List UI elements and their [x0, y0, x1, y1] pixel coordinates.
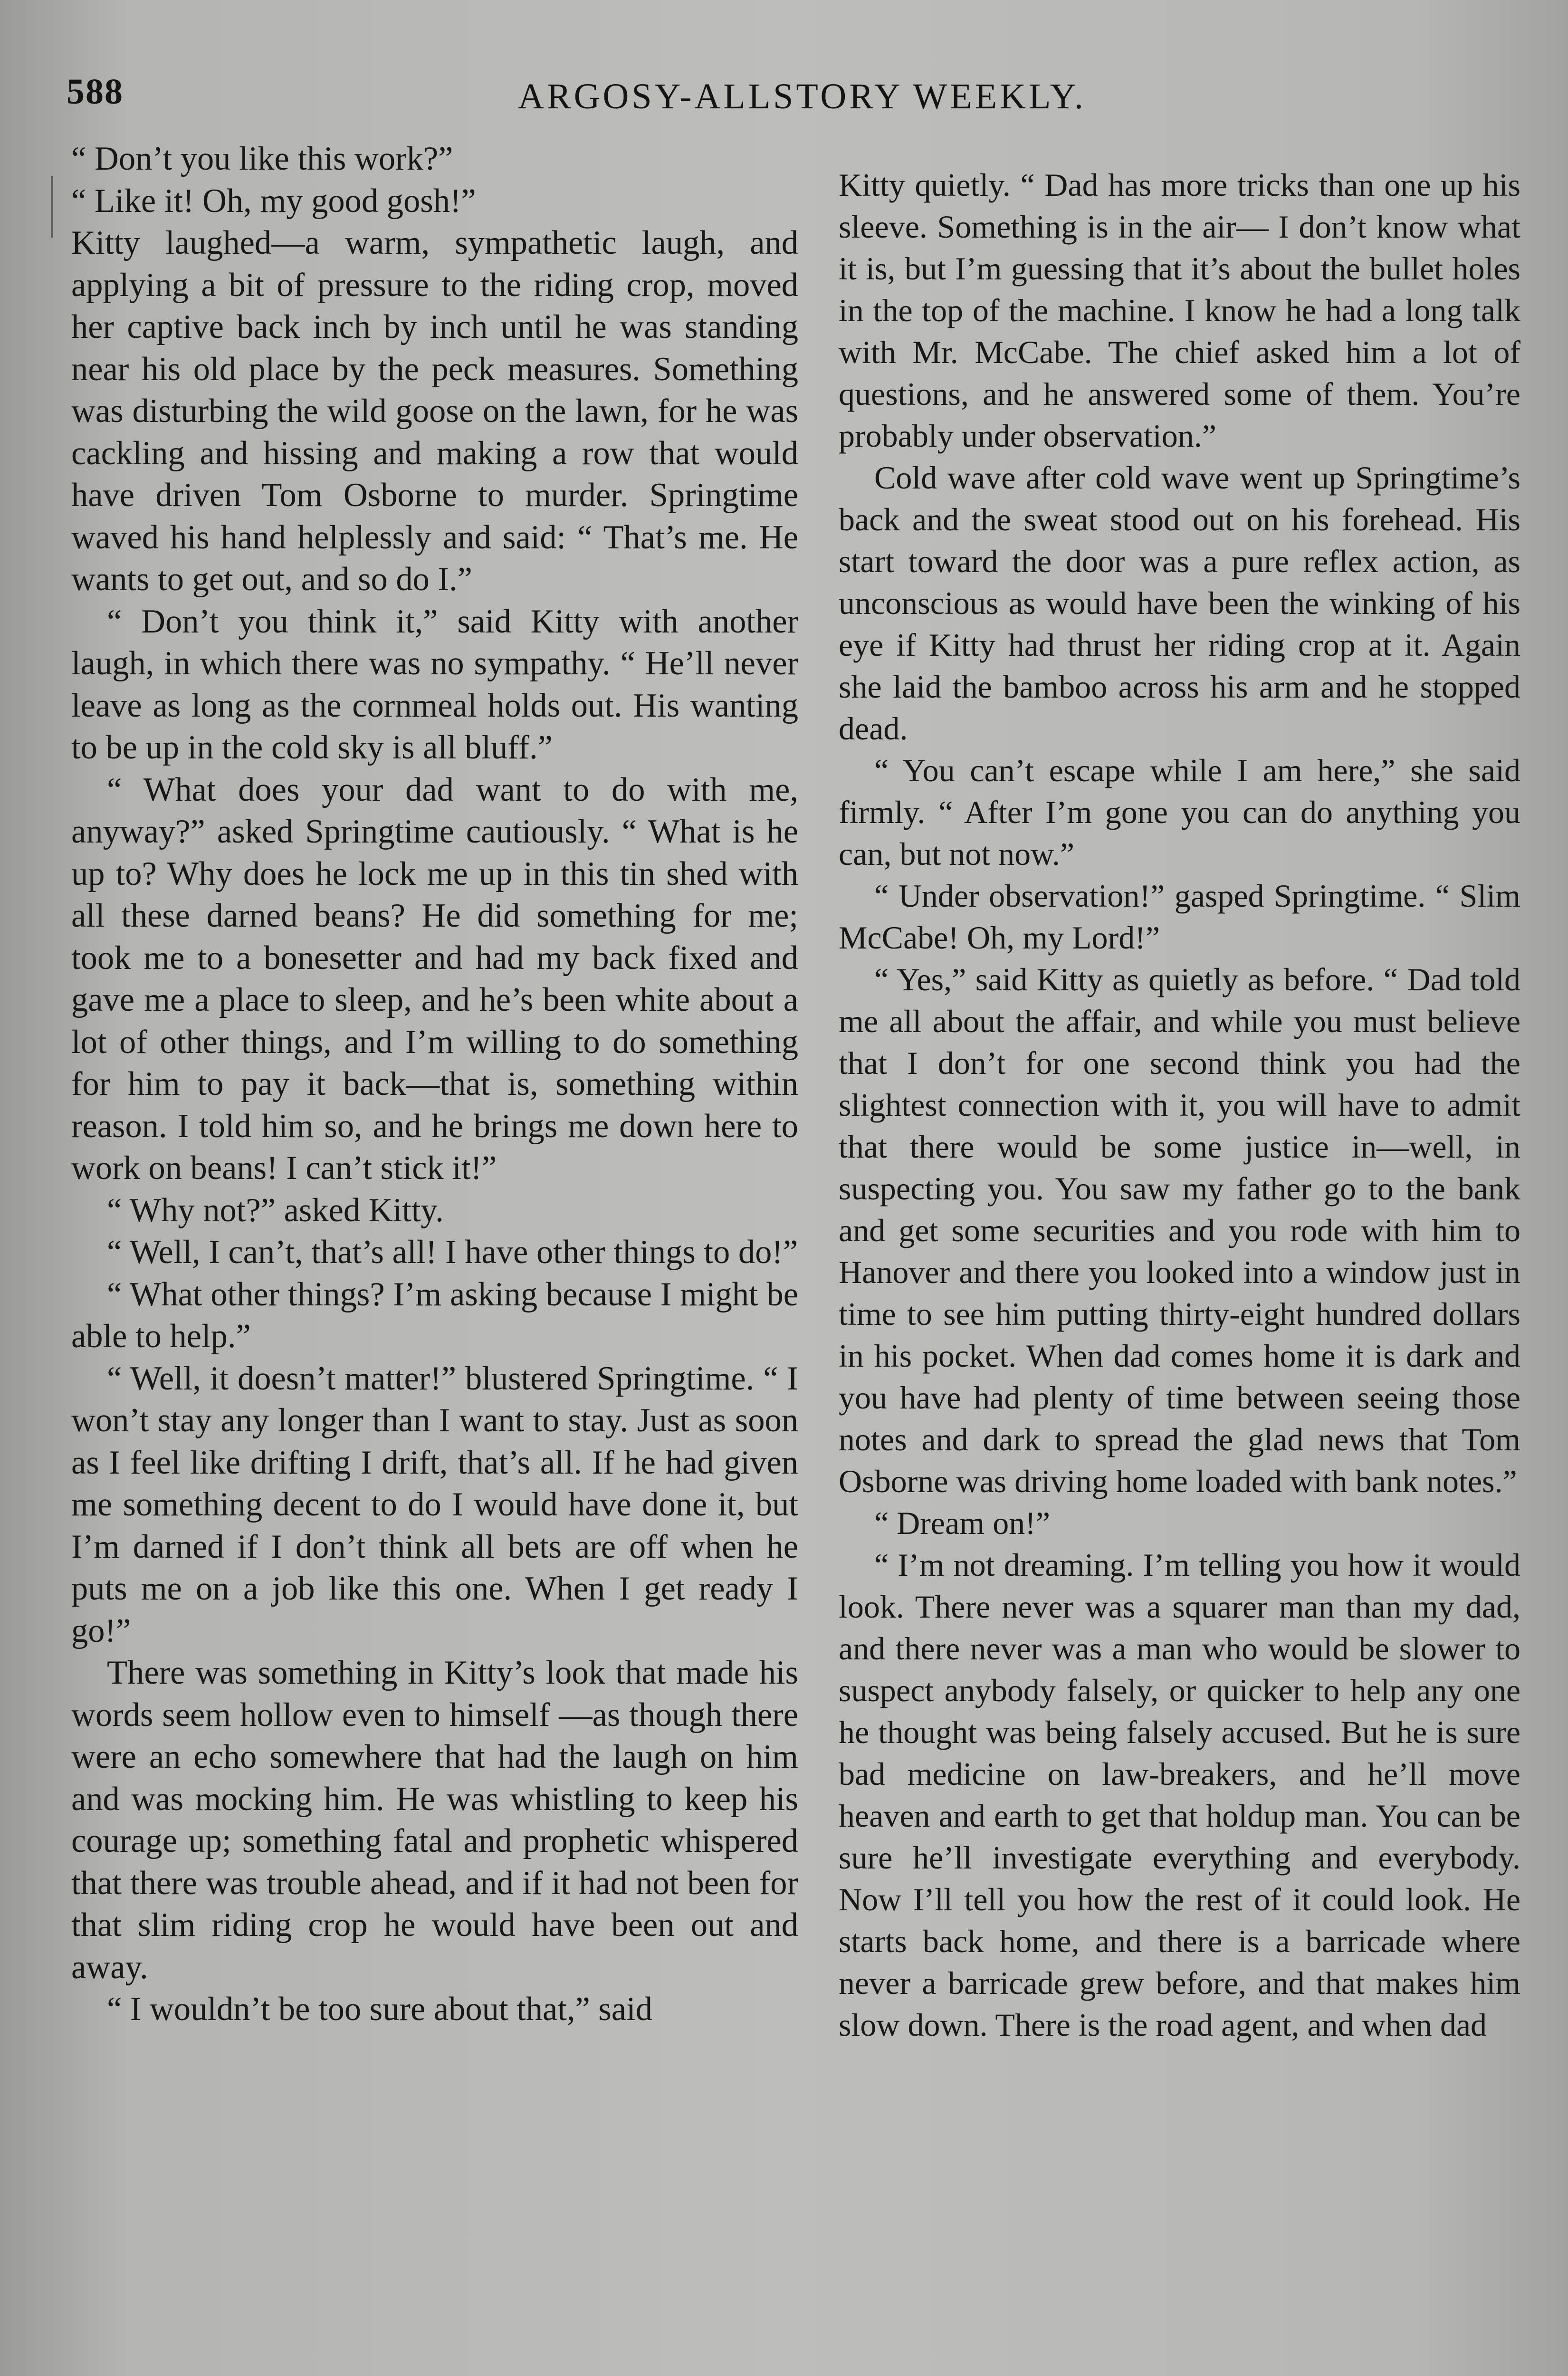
- left-column: [71, 138, 798, 2031]
- paragraph: “ Don’t you think it,” said Kitty with another laugh, in which there was no sympathy. “ He’ll never leave as long as the cornmeal holds out. His wanting to be up in the cold sky is all bluff.”: [71, 603, 798, 766]
- paragraph: “ Like it! Oh, my good gosh!”: [71, 182, 476, 220]
- paragraph: “ You can’t escape while I am here,” she said firmly. “ After I’m gone you can do anything you can, but not now.”: [839, 752, 1520, 872]
- paragraph: “ Why not?” asked Kitty.: [107, 1191, 444, 1229]
- paragraph: “ I wouldn’t be too sure about that,” said: [107, 1991, 652, 2028]
- paragraph: Kitty laughed—a warm, sympathetic laugh, and applying a bit of pressure to the riding crop, moved her captive back inch by inch until he was standing near his old place by the peck measures. Something was disturbing the wild goose on the lawn, for he was cackling and hissing and making a row that would have driven Tom Osborne to murder. Springtime waved his hand helplessly and said: “ That’s me. He wants to get out, and so do I.”: [71, 224, 798, 598]
- gutter-mark: [51, 176, 53, 238]
- paragraph: “ What does your dad want to do with me, anyway?” asked Springtime cautiously. “ What is he up to? Why does he lock me up in this tin shed with all these darned beans? He did something for me; took me to a bonesetter and had my back fixed and gave me a place to sleep, and he’s been white about a lot of other things, and I’m willing to do something for him to pay it back—that is, something within reason. I told him so, and he brings me down here to work on beans! I can’t stick it!”: [71, 771, 798, 1187]
- page-number: 588: [67, 72, 124, 112]
- paragraph: Kitty quietly. “ Dad has more tricks than one up his sleeve. Something is in the air— I don’t know what it is, but I’m guessing that it’s about the bullet holes in the top of the machine. I know he had a long talk with Mr. McCabe. The chief asked him a lot of questions, and he answered some of them. You’re probably under observation.”: [839, 167, 1520, 454]
- paragraph: “ Well, I can’t, that’s all! I have other things to do!”: [107, 1234, 798, 1271]
- running-head: [67, 71, 1492, 128]
- paragraph: “ What other things? I’m asking because I might be able to help.”: [71, 1275, 798, 1355]
- paragraph: “ Don’t you like this work?”: [71, 140, 453, 177]
- paragraph: “ Under observation!” gasped Springtime. “ Slim McCabe! Oh, my Lord!”: [839, 878, 1520, 956]
- right-column: [839, 164, 1520, 2046]
- magazine-title: ARGOSY-ALLSTORY WEEKLY.: [518, 77, 1086, 116]
- paragraph: “ Dream on!”: [874, 1505, 1051, 1541]
- paragraph: There was something in Kitty’s look that made his words seem hollow even to himself —as though there were an echo somewhere that had the laugh on him and was mocking him. He was whistling to keep his courage up; something fatal and prophetic whispered that there was trouble ahead, and if it had not been for that slim riding crop he would have been out and away.: [71, 1654, 798, 1986]
- paragraph: “ Yes,” said Kitty as quietly as before. “ Dad told me all about the affair, and while you must believe that I don’t for one second think you had the slightest connection with it, you will have to admit that there would be some justice in—well, in suspecting you. You saw my father go to the bank and get some securities and you rode with him to Hanover and there you looked into a window just in time to see him putting thirty-eight hundred dollars in his pocket. When dad comes home it is dark and you have had plenty of time between seeing those notes and dark to spread the glad news that Tom Osborne was driving home loaded with bank notes.”: [839, 961, 1520, 1499]
- paragraph: “ I’m not dreaming. I’m telling you how it would look. There never was a squarer man than my dad, and there never was a man who would be slower to suspect anybody falsely, or quicker to help any one he thought was being falsely accused. But he is sure bad medicine on law-breakers, and he’ll move heaven and earth to get that holdup man. You can be sure he’ll investigate everything and everybody. Now I’ll tell you how the rest of it could look. He starts back home, and there is a barricade where never a barricade grew before, and that makes him slow down. There is the road agent, and when dad: [839, 1547, 1520, 2043]
- paragraph: Cold wave after cold wave went up Springtime’s back and the sweat stood out on his forehead. His start toward the door was a pure reflex action, as unconscious as would have been the winking of his eye if Kitty had thrust her riding crop at it. Again she laid the bamboo across his arm and he stopped dead.: [839, 460, 1520, 747]
- paragraph: “ Well, it doesn’t matter!” blustered Springtime. “ I won’t stay any longer than I want to stay. Just as soon as I feel like drifting I drift, that’s all. If he had given me something decent to do I would have done it, but I’m darned if I don’t think all bets are off when he puts me on a job like this one. When I get ready I go!”: [71, 1360, 798, 1649]
